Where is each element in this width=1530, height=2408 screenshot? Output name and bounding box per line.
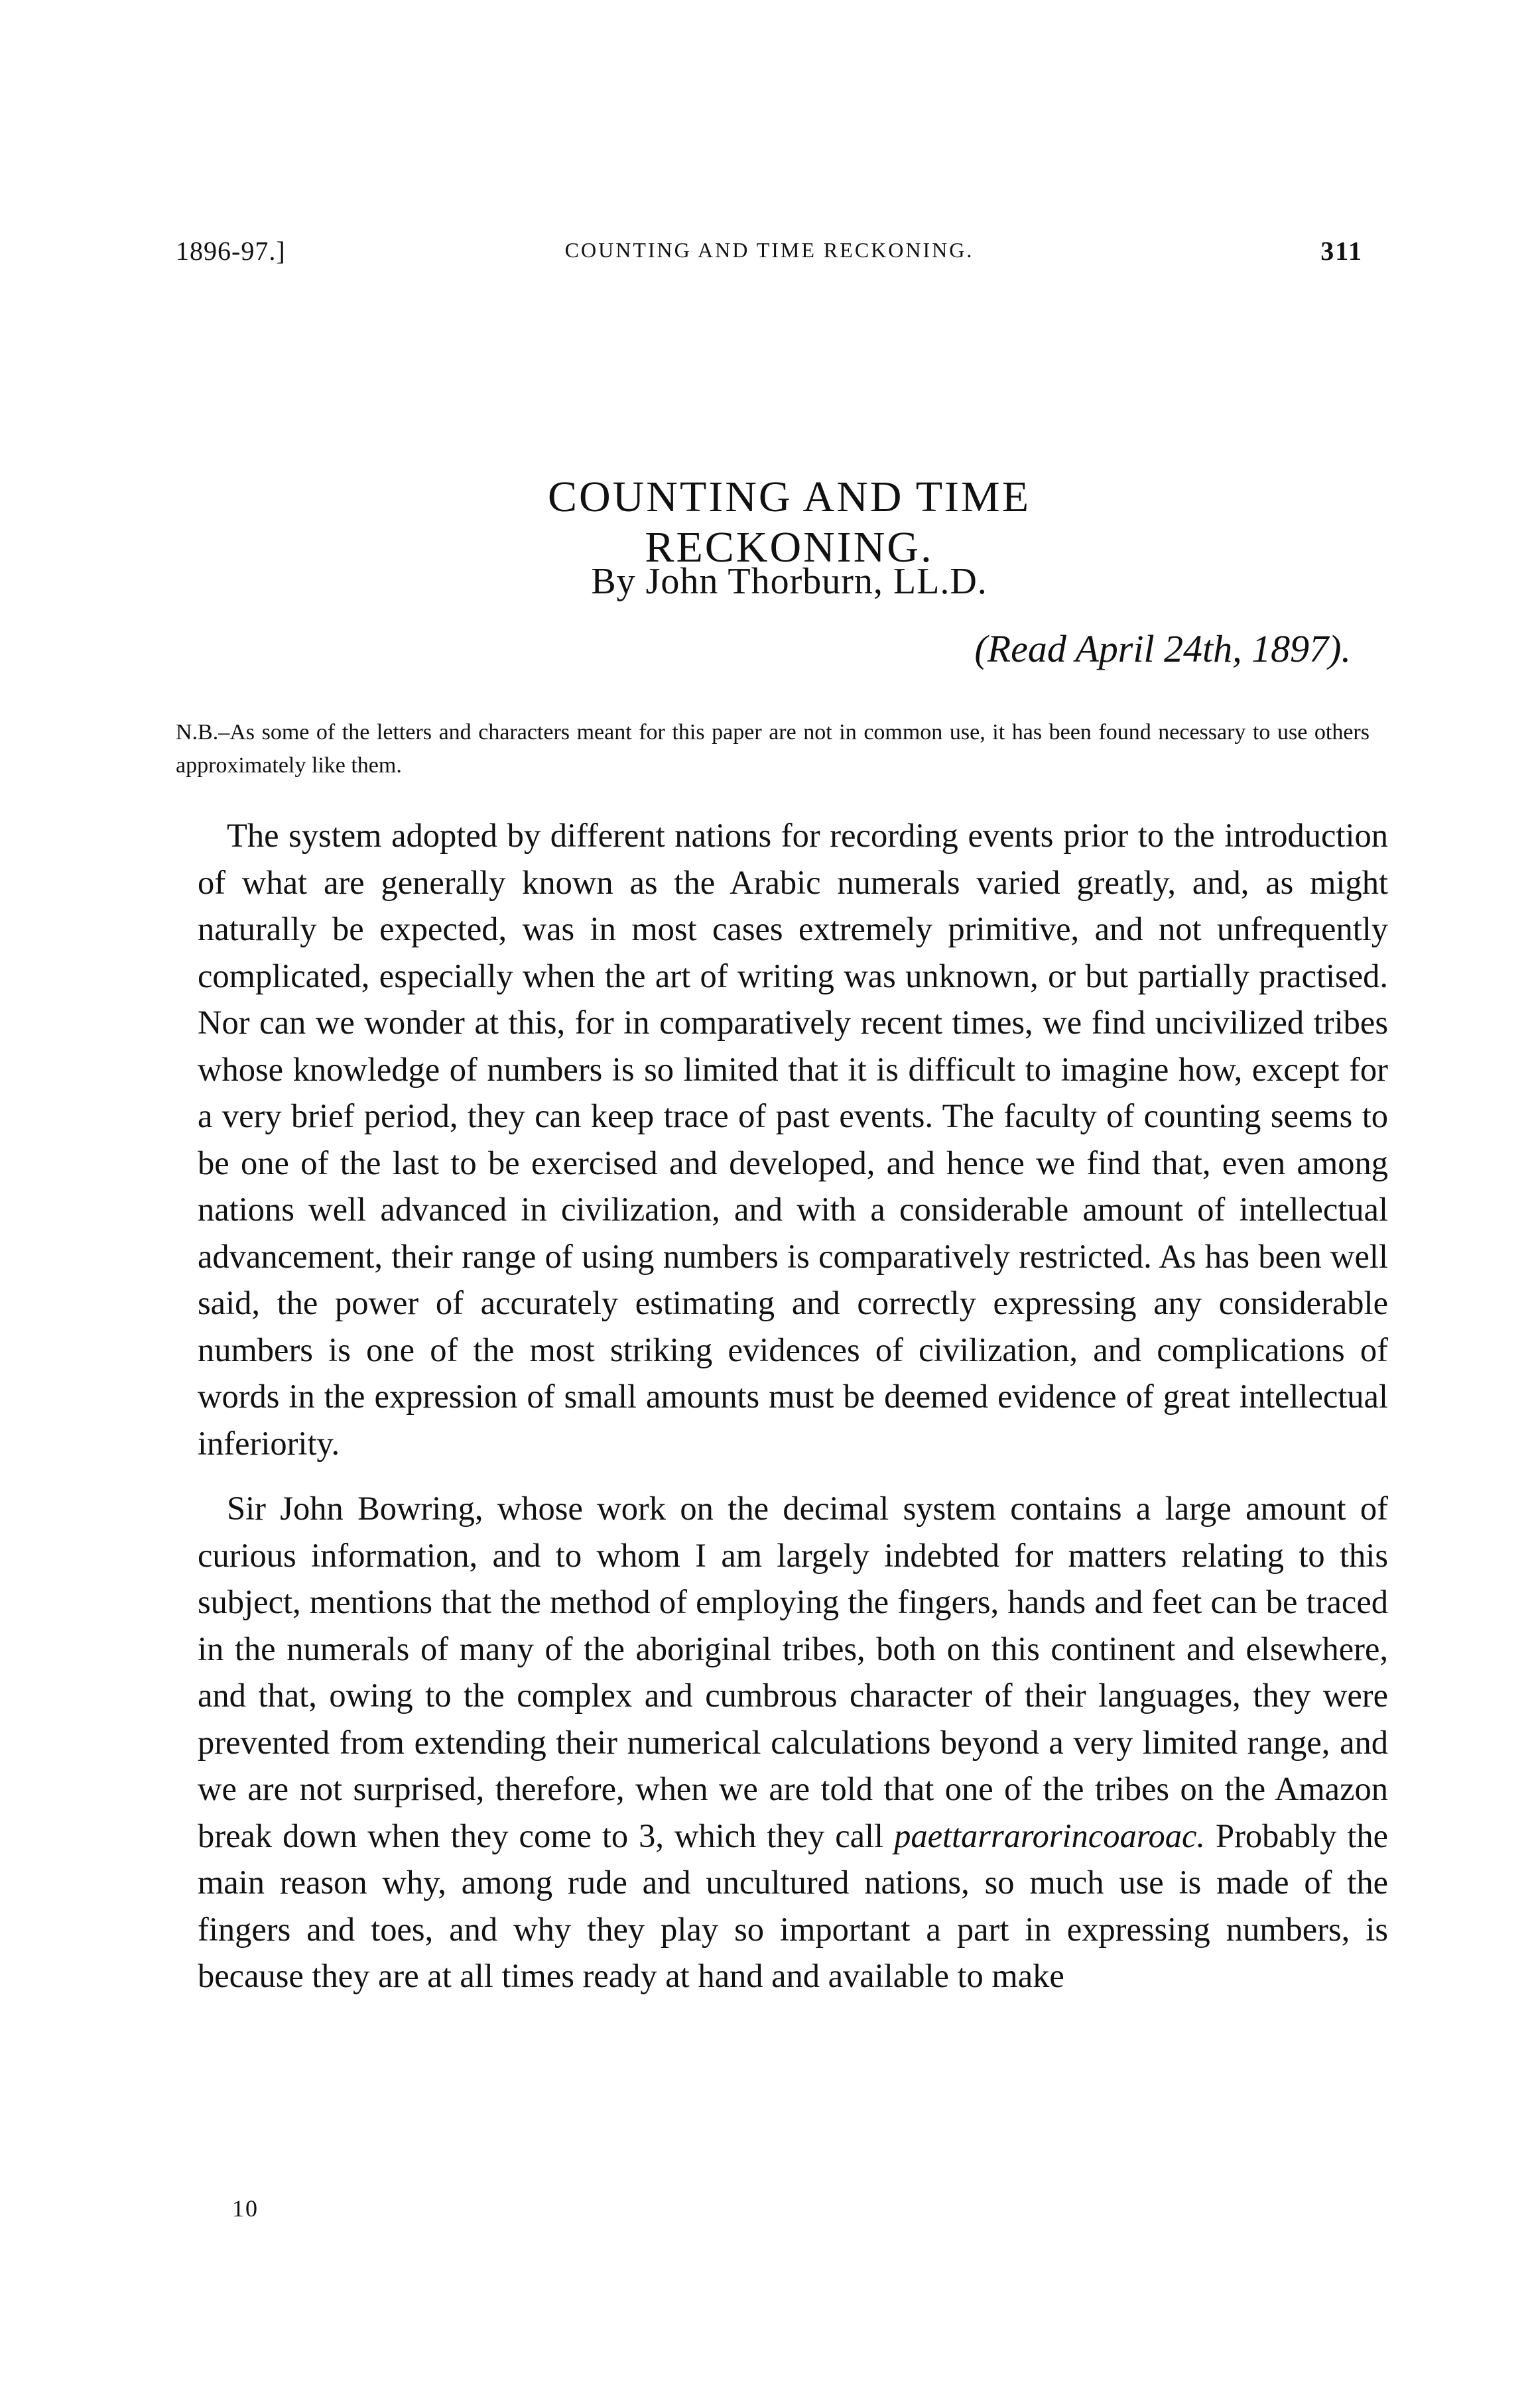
author-first-name: John: [645, 561, 719, 602]
paragraph-1: The system adopted by different nations for recording events prior to the introduction of what are generally known as the Arabic numerals varied greatly, and, as might naturally be expected, was in most cases extremely primitive, and not unfrequently complicated, especially when the art of writing was unknown, or but partially practised. Nor can we wonder at this, for in comparatively recent times, we find uncivilized tribes whose knowledge of numbers is so limited that it is difficult to imagine how, except for a very brief period, they can keep trace of past events. The faculty of counting seems to be one of the last to be exercised and developed, and hence we find that, even among nations well advanced in civilization, and with a considerable amount of intellectual advancement, their range of using numbers is comparatively restricted. As has been well said, the power of accurately estimating and correctly expressing any considerable numbers is one of the most striking evidences of civilization, and complications of words in the expression of small amounts must be deemed evidence of great intellectual inferiority.: [198, 817, 1388, 1462]
byline-prefix: By: [591, 561, 636, 602]
article-body: [198, 812, 1388, 2018]
page-number: 311: [1320, 236, 1363, 266]
running-head: [176, 235, 1363, 275]
signature-mark: 10: [232, 2195, 259, 2222]
author-last-name: Thorburn,: [728, 561, 883, 602]
article-byline: [398, 560, 1180, 603]
author-degree: LL.D.: [893, 561, 988, 602]
italic-term: paettarrarorincoaroac.: [894, 1817, 1206, 1854]
running-head-volume: 1896-97.]: [176, 236, 286, 266]
read-date: (Read April 24th, 1897).: [974, 627, 1351, 670]
editorial-note: N.B.–As some of the letters and characters meant for this paper are not in common use, it has been found necessary to use others approximately like them.: [176, 720, 1370, 778]
paragraph-2-text-a: Sir John Bowring, whose work on the decimal system contains a large amount of curious information, and to whom I am largely indebted for matters relating to this subject, mentions that the method of employing the fingers, hands and feet can be traced in the numerals of many of the aboriginal tribes, both on this continent and elsewhere, and that, owing to the complex and cumbrous character of their languages, they were prevented from extending their numerical calculations beyond a very limited range, and we are not surprised, therefore, when we are told that one of the tribes on the Amazon break down when they come to 3, which they call: [198, 1490, 1388, 1854]
paragraph-2-text-b: Probably the main reason why, among rude and uncultured nations, so much use is made of the fingers and toes, and why they play so important a part in expressing numbers, is because they are at all times ready at hand and available to make: [198, 1817, 1389, 1994]
article-title: COUNTING AND TIME RECKONING.: [547, 473, 1031, 572]
paragraph-2: [198, 1485, 1388, 2000]
running-head-title: COUNTING AND TIME RECKONING.: [564, 238, 974, 262]
